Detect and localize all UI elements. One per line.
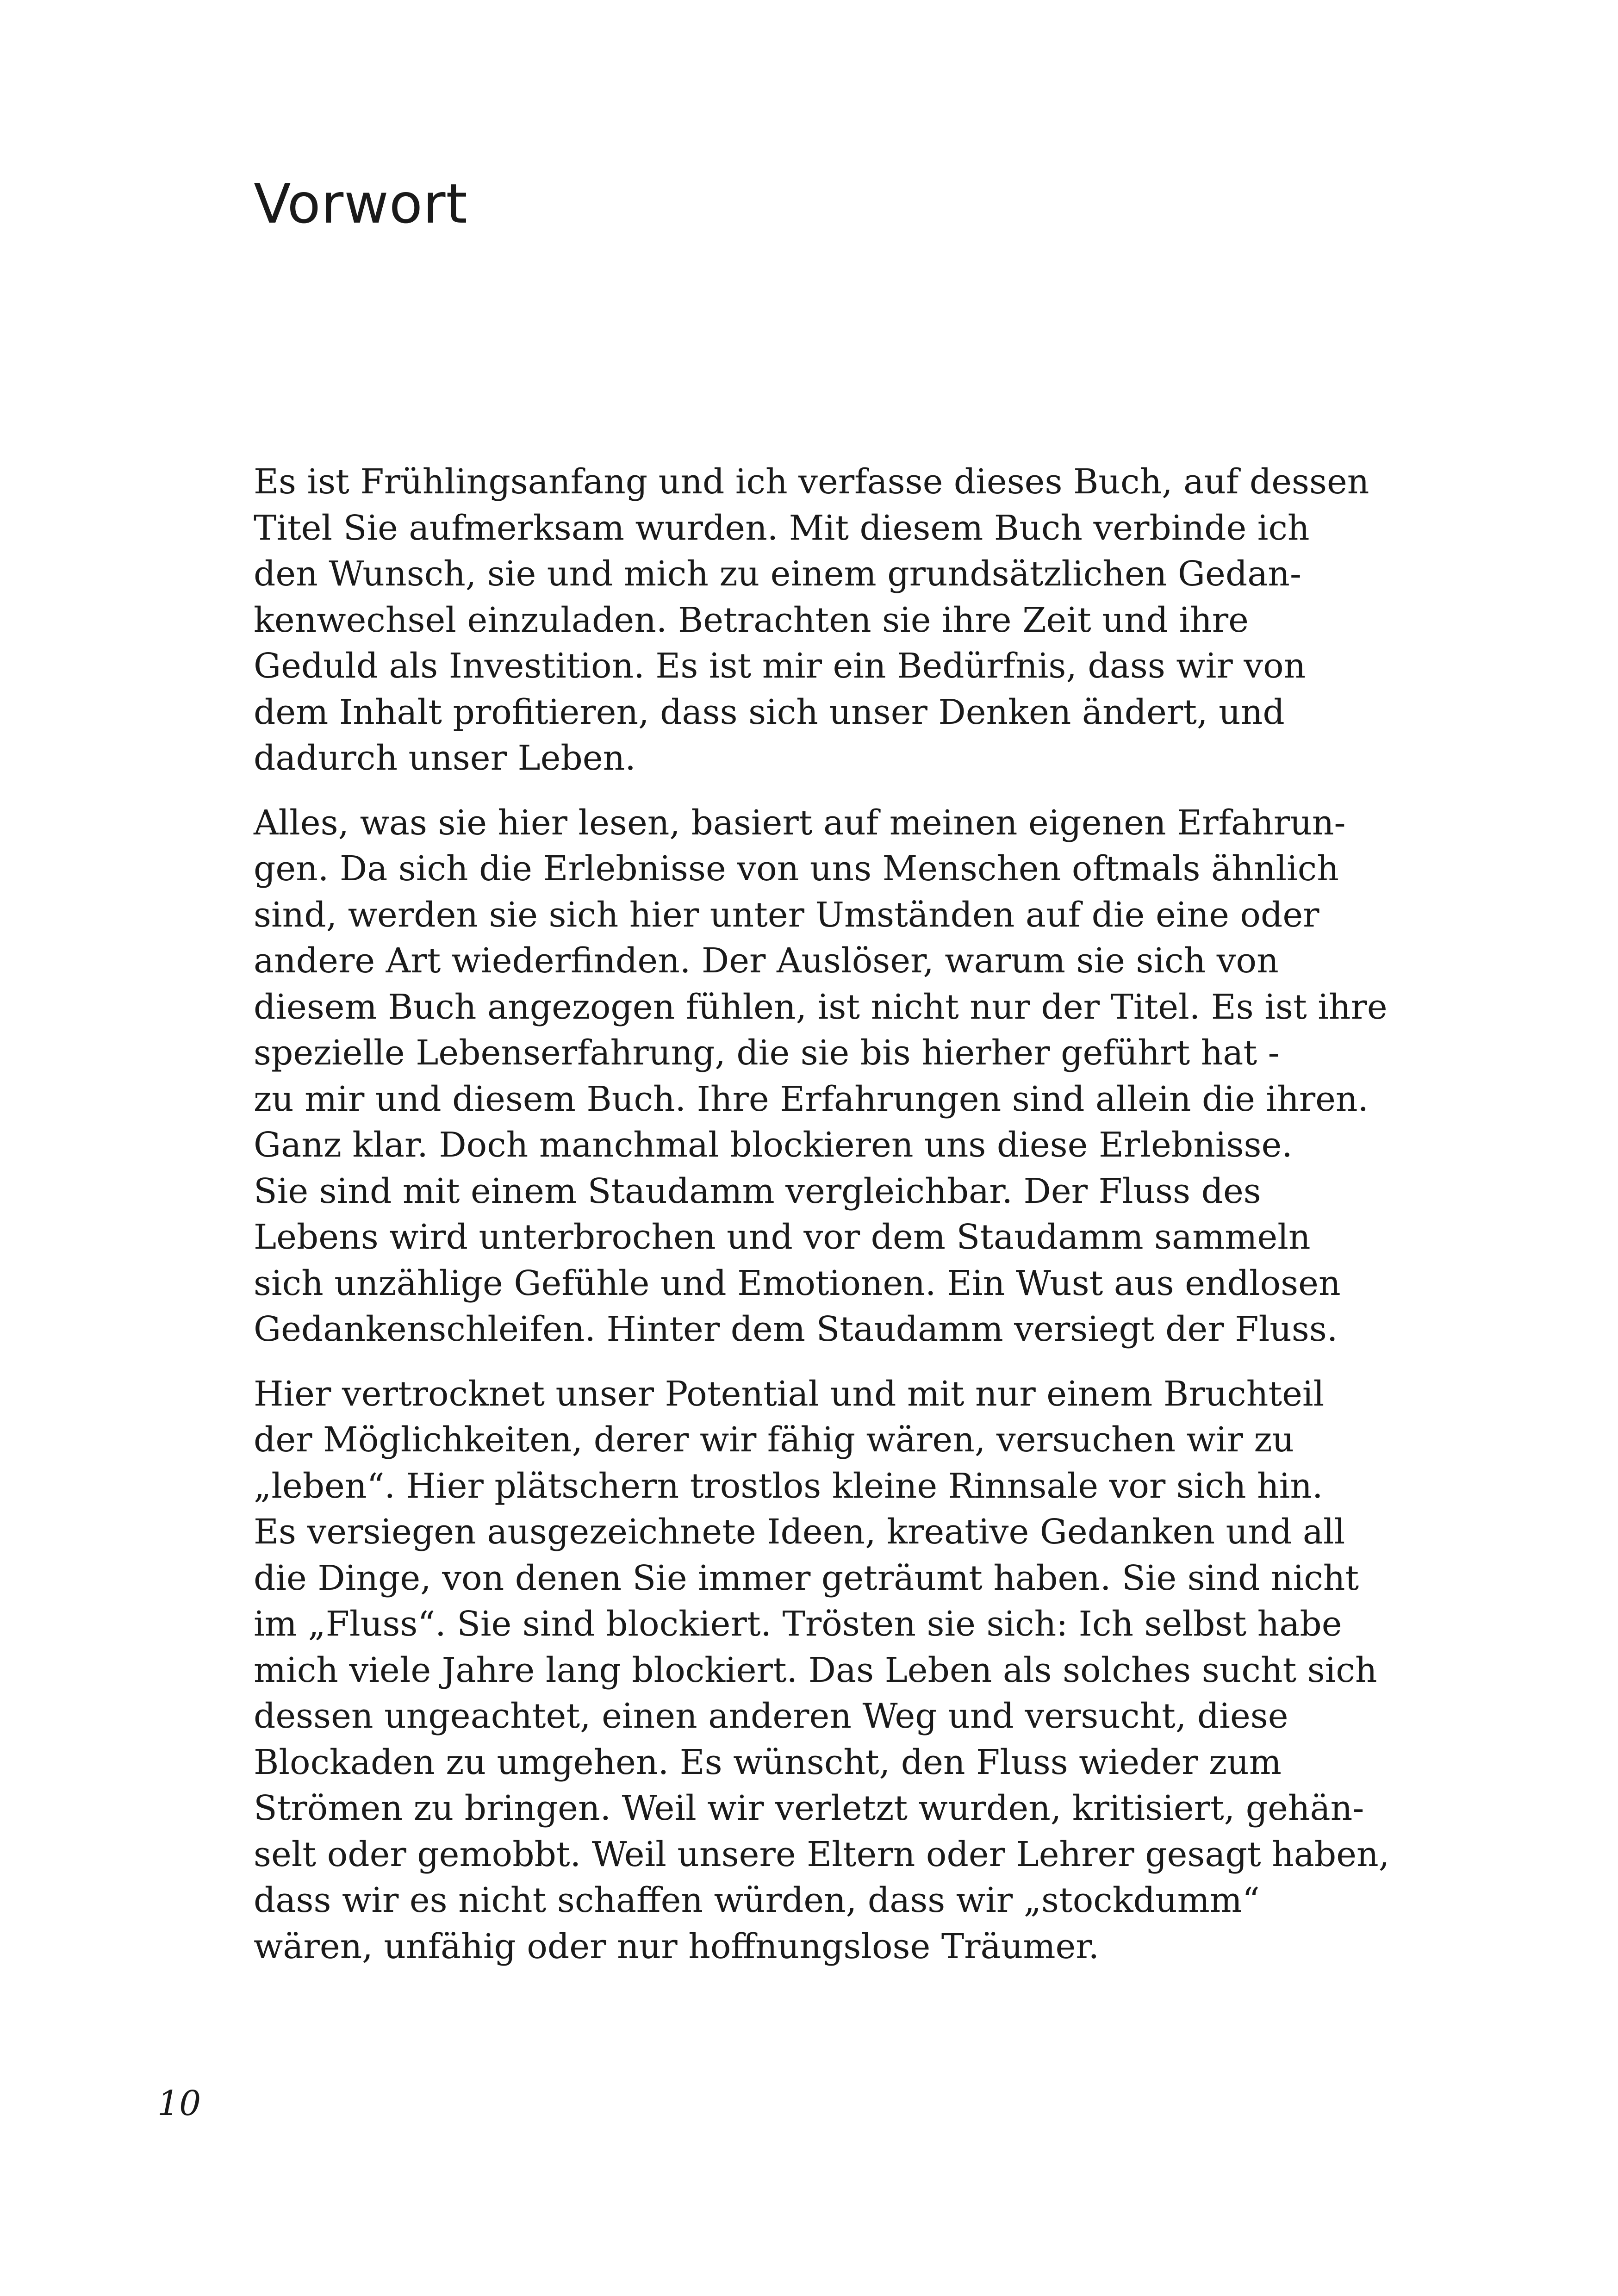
- text-line: im „Fluss“. Sie sind blockiert. Trösten sie sich: Ich selbst habe: [254, 1604, 1342, 1644]
- text-line: Hier vertrocknet unser Potential und mit nur einem Bruchteil: [254, 1374, 1325, 1414]
- text-line: Es versiegen ausgezeichnete Ideen, kreative Gedanken und all: [254, 1512, 1345, 1552]
- text-line: diesem Buch angezogen fühlen, ist nicht nur der Titel. Es ist ihre: [254, 987, 1388, 1027]
- text-line: die Dinge, von denen Sie immer geträumt haben. Sie sind nicht: [254, 1558, 1359, 1598]
- text-line: dadurch unser Leben.: [254, 738, 636, 778]
- text-line: gen. Da sich die Erlebnisse von uns Menschen oftmals ähnlich: [254, 849, 1339, 889]
- text-line: Gedankenschleifen. Hinter dem Staudamm versiegt der Fluss.: [254, 1309, 1338, 1349]
- text-line: dessen ungeachtet, einen anderen Weg und versucht, diese: [254, 1696, 1288, 1736]
- paragraph: [254, 800, 1392, 1353]
- text-line: Sie sind mit einem Staudamm vergleichbar. Der Fluss des: [254, 1171, 1261, 1211]
- text-line: sich unzählige Gefühle und Emotionen. Ein Wust aus endlosen: [254, 1263, 1341, 1303]
- text-line: Blockaden zu umgehen. Es wünscht, den Fluss wieder zum: [254, 1742, 1282, 1782]
- text-line: Strömen zu bringen. Weil wir verletzt wurden, kritisiert, gehän-: [254, 1788, 1364, 1828]
- text-line: selt oder gemobbt. Weil unsere Eltern oder Lehrer gesagt haben,: [254, 1834, 1390, 1874]
- text-line: Geduld als Investition. Es ist mir ein Bedürfnis, dass wir von: [254, 646, 1306, 686]
- text-line: mich viele Jahre lang blockiert. Das Leben als solches sucht sich: [254, 1650, 1377, 1690]
- text-line: Titel Sie aufmerksam wurden. Mit diesem Buch verbinde ich: [254, 508, 1310, 548]
- text-line: Es ist Frühlingsanfang und ich verfasse dieses Buch, auf dessen: [254, 462, 1369, 502]
- text-line: sind, werden sie sich hier unter Umständen auf die eine oder: [254, 895, 1319, 935]
- text-line: spezielle Lebenserfahrung, die sie bis hierher geführt hat -: [254, 1033, 1280, 1073]
- page-number: 10: [157, 2084, 201, 2123]
- paragraph: [254, 1371, 1392, 1970]
- text-line: Alles, was sie hier lesen, basiert auf meinen eigenen Erfahrun-: [254, 803, 1346, 843]
- chapter-title: Vorwort: [254, 172, 468, 236]
- text-line: Lebens wird unterbrochen und vor dem Staudamm sammeln: [254, 1217, 1311, 1257]
- text-line: zu mir und diesem Buch. Ihre Erfahrungen sind allein die ihren.: [254, 1079, 1369, 1119]
- text-line: wären, unfähig oder nur hoffnungslose Träumer.: [254, 1926, 1100, 1966]
- text-line: Ganz klar. Doch manchmal blockieren uns diese Erlebnisse.: [254, 1125, 1293, 1165]
- text-line: andere Art wiederfinden. Der Auslöser, warum sie sich von: [254, 941, 1279, 981]
- text-line: kenwechsel einzuladen. Betrachten sie ihre Zeit und ihre: [254, 600, 1249, 640]
- body-text: [254, 459, 1392, 1988]
- text-line: dass wir es nicht schaffen würden, dass wir „stockdumm“: [254, 1880, 1260, 1920]
- paragraph: [254, 459, 1392, 782]
- text-line: „leben“. Hier plätschern trostlos kleine Rinnsale vor sich hin.: [254, 1466, 1323, 1506]
- text-line: den Wunsch, sie und mich zu einem grundsätzlichen Gedan-: [254, 554, 1301, 594]
- text-line: der Möglichkeiten, derer wir fähig wären, versuchen wir zu: [254, 1420, 1294, 1460]
- text-line: dem Inhalt profitieren, dass sich unser Denken ändert, und: [254, 692, 1285, 732]
